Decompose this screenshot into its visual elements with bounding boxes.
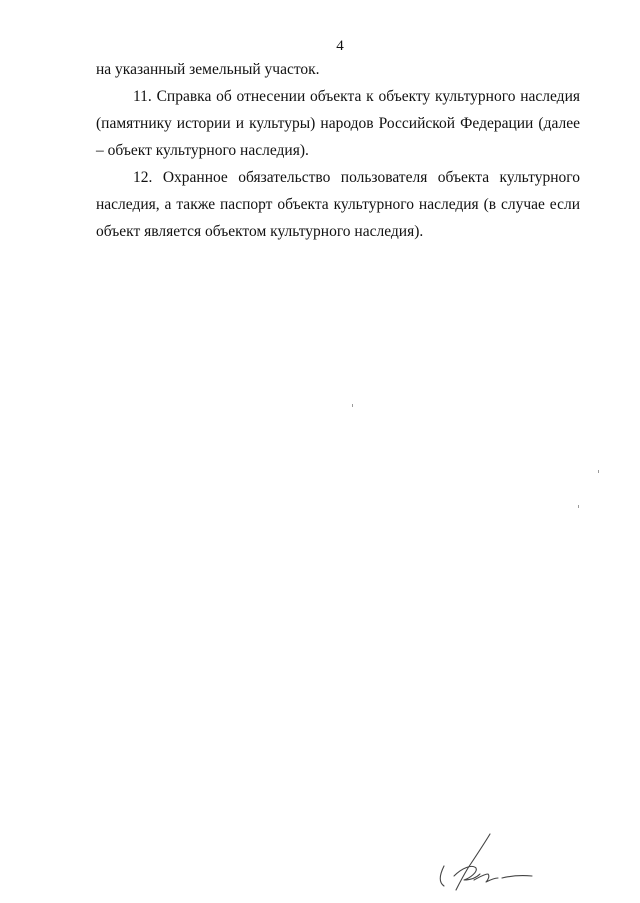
page-number: 4 bbox=[336, 38, 344, 54]
scan-speck bbox=[578, 505, 579, 508]
paragraph-continuation: на указанный земельный участок. bbox=[96, 61, 320, 78]
scan-speck bbox=[598, 470, 599, 473]
handwritten-signature-icon bbox=[432, 828, 542, 898]
paragraph-item-11: 11. Справка об отнесении объекта к объекту культурного наследия (памятнику истории и культуры) народов Российской Федерации (далее – объект культурного наследия). bbox=[96, 88, 580, 159]
scan-speck bbox=[352, 404, 353, 407]
paragraph-item-12: 12. Охранное обязательство пользователя объекта культурного наследия, а также паспорт объекта культурного наследия (в случае если объект является объектом культурного наследия). bbox=[96, 169, 580, 240]
document-body bbox=[96, 56, 580, 245]
